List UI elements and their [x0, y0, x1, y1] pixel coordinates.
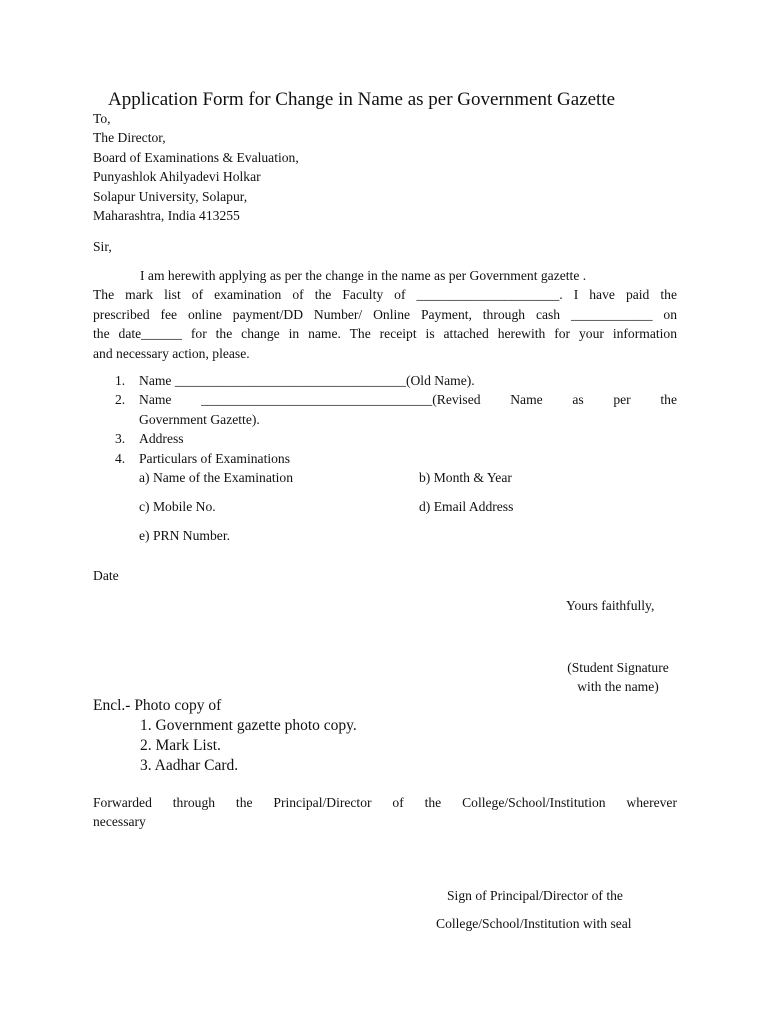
body-line: The mark list of examination of the Faculty of _____________________. I have paid the — [93, 287, 677, 303]
address-line: To, — [93, 111, 111, 126]
student-signature — [540, 658, 696, 697]
address-line: Board of Examinations & Evaluation, — [93, 149, 299, 165]
enclosures — [93, 696, 357, 776]
list-item — [115, 390, 677, 429]
principal-seal: College/School/Institution with seal — [436, 916, 632, 931]
list-text: Address — [139, 431, 184, 447]
list-text: Particulars of Examinations — [139, 450, 291, 466]
enclosures-heading: Encl.- Photo copy of — [93, 697, 222, 714]
body-paragraph — [93, 266, 677, 363]
body-line: the date______ for the change in name. The receipt is attached herewith for your information — [93, 326, 677, 342]
list-text: Name __________________________________(Old Name). — [139, 373, 475, 388]
address-line: Maharashtra, India 413255 — [93, 208, 240, 224]
list-number: 1. — [115, 373, 126, 388]
body-line: and necessary action, please. — [93, 345, 250, 361]
enclosure-item: 1. Government gazette photo copy. — [140, 717, 357, 734]
particular-mobile: c) Mobile No. — [139, 499, 216, 514]
enclosure-item: 3. Aadhar Card. — [140, 757, 239, 774]
salutation: Sir, — [93, 239, 112, 254]
forwarded-note — [93, 793, 677, 832]
body-line: prescribed fee online payment/DD Number/ Online Payment, through cash ____________ on — [93, 306, 677, 322]
address-line: The Director, — [93, 130, 166, 146]
particular-month-year: b) Month & Year — [419, 470, 512, 485]
list-number: 3. — [115, 431, 126, 447]
signature-line: with the name) — [577, 679, 659, 695]
list-text: Government Gazette). — [139, 411, 260, 427]
particular-email: d) Email Address — [419, 499, 514, 514]
recipient-address — [93, 109, 299, 225]
body-line: I am herewith applying as per the change in the name as per Government gazette . — [140, 268, 587, 283]
forwarded-line: necessary — [93, 814, 146, 830]
address-line: Solapur University, Solapur, — [93, 188, 248, 204]
particular-exam-name: a) Name of the Examination — [139, 470, 294, 485]
details-list — [115, 371, 677, 468]
list-text: Name __________________________________(Revised Name as per the — [139, 392, 677, 408]
list-item — [115, 449, 677, 468]
list-number: 2. — [115, 392, 126, 408]
list-item — [115, 371, 677, 390]
forwarded-line: Forwarded through the Principal/Director of the College/School/Institution wherever — [93, 795, 677, 810]
signature-line: (Student Signature — [567, 660, 669, 675]
date-label: Date — [93, 568, 119, 583]
closing-text: Yours faithfully, — [566, 598, 655, 613]
enclosure-item: 2. Mark List. — [140, 737, 221, 754]
form-title: Application Form for Change in Name as per Government Gazette — [108, 89, 616, 110]
particular-prn: e) PRN Number. — [139, 528, 230, 543]
list-item — [115, 429, 677, 448]
list-number: 4. — [115, 450, 126, 466]
address-line: Punyashlok Ahilyadevi Holkar — [93, 169, 261, 185]
principal-signature: Sign of Principal/Director of the — [447, 888, 623, 903]
